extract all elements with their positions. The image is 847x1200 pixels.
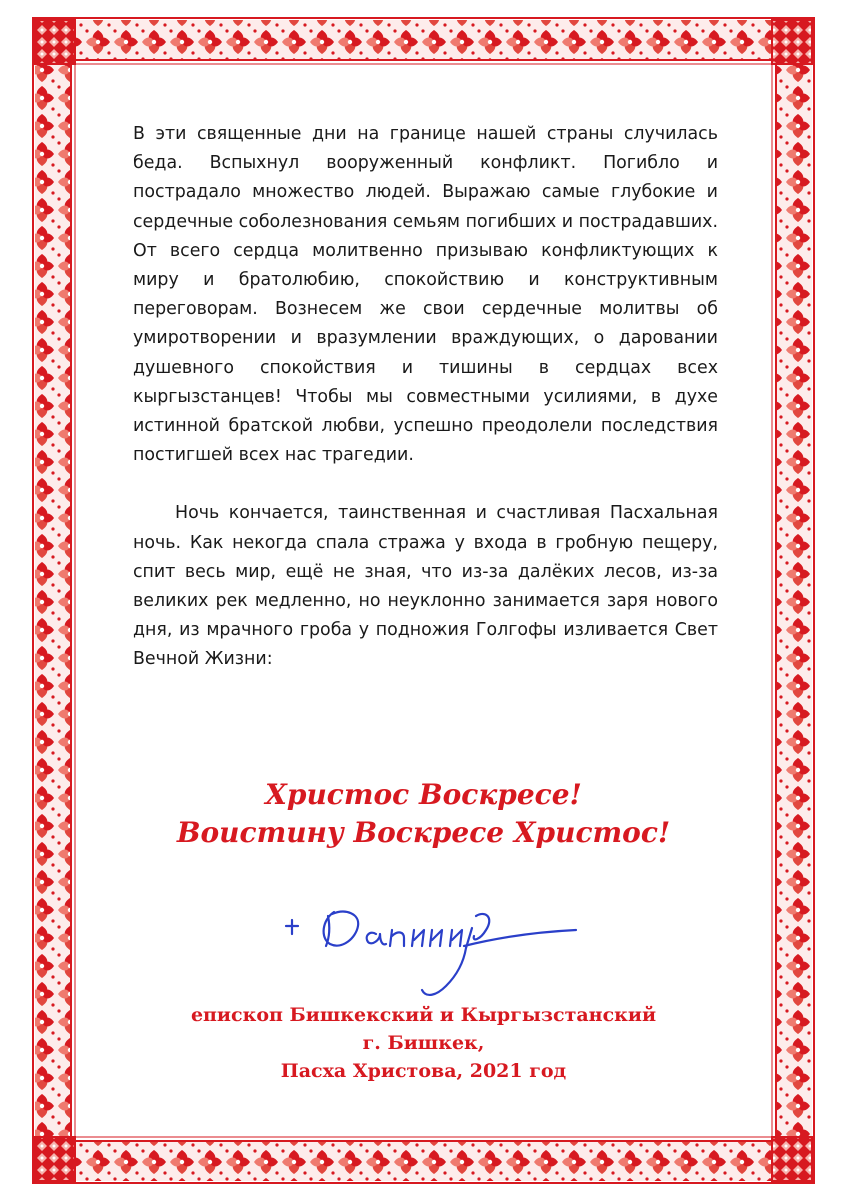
letter-paragraph-1: В эти священные дни на границе нашей страны случилась беда. Вспыхнул вооруженный конфликт. Погибло и пострадало множество людей. Выражаю самые глубокие и сердечные соболезнования семьям погибших и пострадавших. От всего сердца молитвенно призываю конфликтующих к миру и братолюбию, спокойствию и конструктивным переговорам. Вознесем же свои сердечные молитвы об умиротворении и вразумлении враждующих, о даровании душевного спокойствия и тишины в сердцах всех кыргызстанцев! Чтобы мы совместными усилиями, в духе истинной братской любви, успешно преодолели последствия постигшей всех нас трагедии. [133,124,718,466]
signoff-city: г. Бишкек, [362,1032,485,1054]
signoff-block [0,1001,847,1085]
signoff-date: Пасха Христова, 2021 год [280,1060,567,1082]
paschal-greeting [0,776,847,852]
letter-body [133,120,718,675]
greeting-line-1: Христос Воскресе! [265,778,582,811]
greeting-line-2: Воистину Воскресе Христос! [176,816,671,849]
letter-paragraph-2: Ночь кончается, таинственная и счастливая Пасхальная ночь. Как некогда спала стража у входа в гробную пещеру, спит весь мир, ещё не зная, что из-за далёких лесов, из-за великих рек медленно, но неуклонно занимается заря нового дня, из мрачного гроба у подножия Голгофы изливается Свет Вечной Жизни: [133,503,718,670]
bishop-title: епископ Бишкекский и Кыргызстанский [190,1004,657,1026]
handwritten-signature [276,890,586,1010]
